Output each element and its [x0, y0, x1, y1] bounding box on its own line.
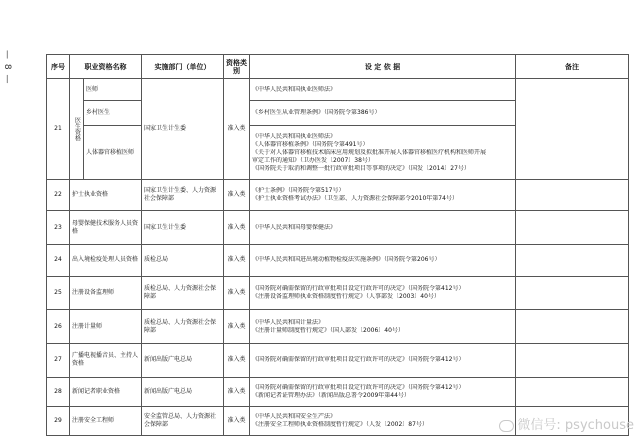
- row-no: 28: [47, 377, 70, 406]
- table-row: [47, 211, 629, 245]
- row-basis: [250, 310, 516, 344]
- basis-line: 审定工作的通知》（卫办医发〔2007〕38号）: [252, 156, 374, 164]
- table-row: [47, 245, 629, 276]
- row-type: 准入类: [224, 79, 250, 180]
- row-note: [516, 245, 629, 276]
- basis-line: 《人体器官移植条例》（国务院令第491号）: [252, 140, 369, 148]
- row-dept: 新闻出版广电总局: [142, 377, 224, 406]
- row-type: 准入类: [224, 211, 250, 245]
- row-basis: [250, 79, 516, 101]
- row-note: [516, 377, 629, 406]
- row-no: 29: [47, 406, 70, 435]
- row-dept: 安全监管总局、人力资源社会保障部: [142, 406, 224, 435]
- basis-line: 《注册设备监理师执业资格制度暂行规定》（人事部发〔2003〕40号）: [252, 292, 440, 300]
- row-basis: [250, 101, 516, 126]
- qualification-table: [46, 54, 629, 436]
- row-note: [516, 180, 629, 211]
- basis-line: 《护士执业资格考试办法》（卫生部、人力资源社会保障部令2010年第74号）: [252, 195, 458, 203]
- wechat-watermark: [499, 414, 634, 433]
- row-name: 注册设备监理师: [70, 276, 142, 310]
- basis-line: 《中华人民共和国进出境动植物检疫法实施条例》（国务院令第206号）: [252, 256, 441, 264]
- row-name: 出入境检疫处理人员资格: [70, 245, 142, 276]
- row-note: [516, 276, 629, 310]
- row-name: 广播电视播音员、主持人资格: [70, 343, 142, 377]
- header-type: 资格类别: [224, 55, 250, 79]
- row-basis: [250, 211, 516, 245]
- row-sub-name: 人体器官移植医师: [84, 126, 142, 180]
- row-name: 注册计量师: [70, 310, 142, 344]
- row-type: 准入类: [224, 276, 250, 310]
- header-basis: 设 定 依 据: [250, 55, 516, 79]
- row-name: 注册安全工程师: [70, 406, 142, 435]
- basis-line: 《国务院对确需保留的行政审批项目设定行政许可的决定》（国务院令第412号）: [252, 284, 465, 292]
- row-note: [516, 211, 629, 245]
- row-no: 26: [47, 310, 70, 344]
- row-basis: [250, 406, 516, 435]
- row-type: 准入类: [224, 245, 250, 276]
- basis-line: 《注册计量师制度暂行规定》（国人部发〔2006〕40号）: [252, 326, 404, 334]
- row-no: 21: [47, 79, 70, 180]
- watermark-text: 微信号: psychouse: [517, 418, 634, 433]
- basis-line: 《国务院对确需保留的行政审批项目设定行政许可的决定》（国务院令第412号）: [252, 383, 465, 391]
- table-row: [47, 276, 629, 310]
- row-no: 27: [47, 343, 70, 377]
- row-group-label: 医生资格: [73, 117, 81, 141]
- row-sub-name: 乡村医生: [84, 101, 142, 126]
- row-name: 新闻记者职业资格: [70, 377, 142, 406]
- table-row: [47, 310, 629, 344]
- row-name: 母婴保健技术服务人员资格: [70, 211, 142, 245]
- row-dept: 质检总局、人力资源社会保障部: [142, 310, 224, 344]
- table-row: [47, 377, 629, 406]
- basis-line: 《新闻记者证管理办法》（新闻出版总署令2009年第44号）: [252, 391, 410, 399]
- page-number: — 8 —: [2, 50, 12, 85]
- row-group: [70, 79, 84, 180]
- row-dept: 新闻出版广电总局: [142, 343, 224, 377]
- row-basis: [250, 180, 516, 211]
- row-basis: [250, 343, 516, 377]
- table-row: [47, 180, 629, 211]
- basis-line: 《护士条例》（国务院令第517号）: [252, 187, 345, 195]
- row-no: 22: [47, 180, 70, 211]
- row-no: 25: [47, 276, 70, 310]
- header-no: 序号: [47, 55, 70, 79]
- row-type: 准入类: [224, 343, 250, 377]
- row-basis: [250, 276, 516, 310]
- row-no: 23: [47, 211, 70, 245]
- row-basis: [250, 126, 516, 180]
- row-type: 准入类: [224, 406, 250, 435]
- basis-line: 《国务院对确需保留的行政审批项目设定行政许可的决定》（国务院令第412号）: [252, 356, 465, 364]
- row-dept: 国家卫生计生委: [142, 211, 224, 245]
- header-dept: 实施部门（单位）: [142, 55, 224, 79]
- table-row: [47, 79, 629, 101]
- row-dept: 质检总局: [142, 245, 224, 276]
- basis-line: 《中华人民共和国执业医师法》: [252, 85, 337, 93]
- row-basis: [250, 377, 516, 406]
- basis-line: 《注册安全工程师执业资格制度暂行规定》（人发〔2002〕87号）: [252, 420, 428, 428]
- basis-line: 《中华人民共和国计量法》: [252, 318, 325, 326]
- wechat-icon: [499, 420, 514, 432]
- basis-line: 《中华人民共和国安全生产法》: [252, 412, 337, 420]
- row-basis: [250, 245, 516, 276]
- header-note: 备注: [516, 55, 629, 79]
- row-sub-name: 医师: [84, 79, 142, 101]
- row-dept: 国家卫生计生委: [142, 79, 224, 180]
- row-note: [516, 79, 629, 180]
- basis-line: 《关于对人体器官移植技术临床应用规划及拟批准开展人体器官移植医疗机构和医师开展: [252, 148, 487, 156]
- basis-line: 《中华人民共和国执业医师法》: [252, 132, 337, 140]
- basis-line: 《国务院关于取消和调整一批行政审批项目等事项的决定》（国发〔2014〕27号）: [252, 164, 470, 172]
- header-name: 职业资格名称: [70, 55, 142, 79]
- row-name: 护士执业资格: [70, 180, 142, 211]
- basis-line: 《乡村医生从业管理条例》（国务院令第386号）: [252, 109, 381, 117]
- basis-line: 《中华人民共和国母婴保健法》: [252, 223, 337, 231]
- row-no: 24: [47, 245, 70, 276]
- row-type: 准入类: [224, 180, 250, 211]
- row-dept: 质检总局、人力资源社会保障部: [142, 276, 224, 310]
- row-dept: 国家卫生计生委、人力资源社会保障部: [142, 180, 224, 211]
- row-note: [516, 310, 629, 344]
- table-header-row: [47, 55, 629, 79]
- row-type: 准入类: [224, 310, 250, 344]
- row-type: 准入类: [224, 377, 250, 406]
- row-note: [516, 343, 629, 377]
- table-row: [47, 343, 629, 377]
